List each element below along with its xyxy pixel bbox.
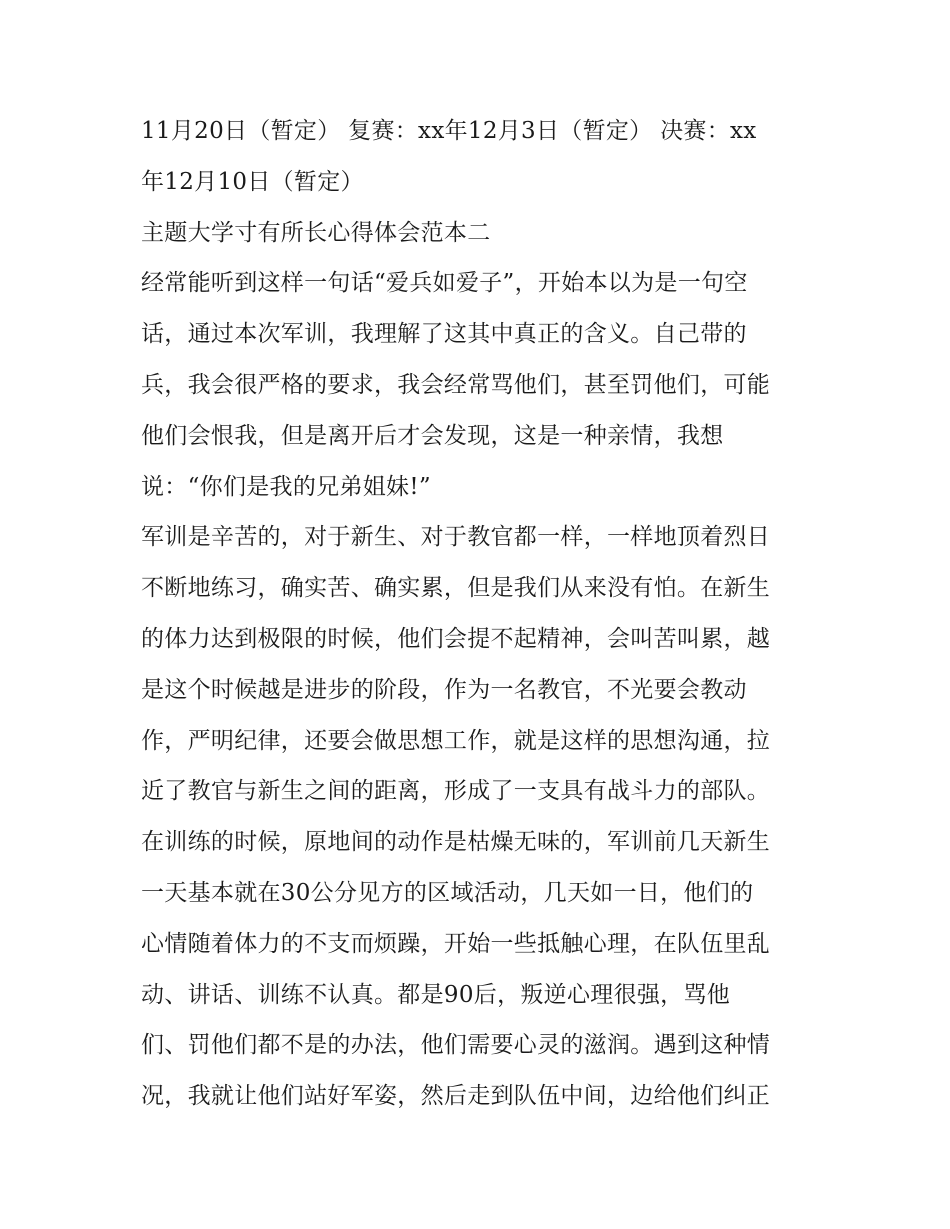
text-line: 他们会恨我，但是离开后才会发现，这是一种亲情，我想 <box>141 422 724 449</box>
text-line: 不断地练习，确实苦、确实累，但是我们从来没有怕。在新生 <box>141 575 771 602</box>
text-line: 11月20日（暂定） 复赛：xx年12月3日（暂定） 决赛：xx <box>141 118 757 144</box>
text-line: 况，我就让他们站好军姿，然后走到队伍中间，边给他们纠正 <box>141 1083 771 1110</box>
text-line: 年12月10日（暂定） <box>141 168 364 195</box>
text-line: 一天基本就在30公分见方的区域活动，几天如一日，他们的 <box>141 879 754 906</box>
text-line: 说：“你们是我的兄弟姐妹!” <box>141 473 431 500</box>
document-body <box>141 108 821 1124</box>
text-line: 心情随着体力的不支而烦躁，开始一些抵触心理，在队伍里乱 <box>141 930 771 957</box>
text-line: 的体力达到极限的时候，他们会提不起精神，会叫苦叫累，越 <box>141 625 771 652</box>
text-line: 在训练的时候，原地间的动作是枯燥无味的，军训前几天新生 <box>141 829 771 856</box>
text-line: 近了教官与新生之间的距离，形成了一支具有战斗力的部队。 <box>141 778 771 805</box>
text-line: 动、讲话、训练不认真。都是90后，叛逆心理很强，骂他 <box>141 981 731 1008</box>
text-line: 是这个时候越是进步的阶段，作为一名教官，不光要会教动 <box>141 676 747 703</box>
text-line: 经常能听到这样一句话“爱兵如爱子”，开始本以为是一句空 <box>141 270 748 297</box>
text-line: 军训是辛苦的，对于新生、对于教官都一样，一样地顶着烈日 <box>141 524 771 551</box>
section-heading: 主题大学寸有所长心得体会范本二 <box>141 219 491 246</box>
text-line: 话，通过本次军训，我理解了这其中真正的含义。自己带的 <box>141 321 747 348</box>
text-line: 兵，我会很严格的要求，我会经常骂他们，甚至罚他们，可能 <box>141 371 771 398</box>
text-line: 们、罚他们都不是的办法，他们需要心灵的滋润。遇到这种情 <box>141 1032 771 1059</box>
text-line: 作，严明纪律，还要会做思想工作，就是这样的思想沟通，拉 <box>141 727 771 754</box>
